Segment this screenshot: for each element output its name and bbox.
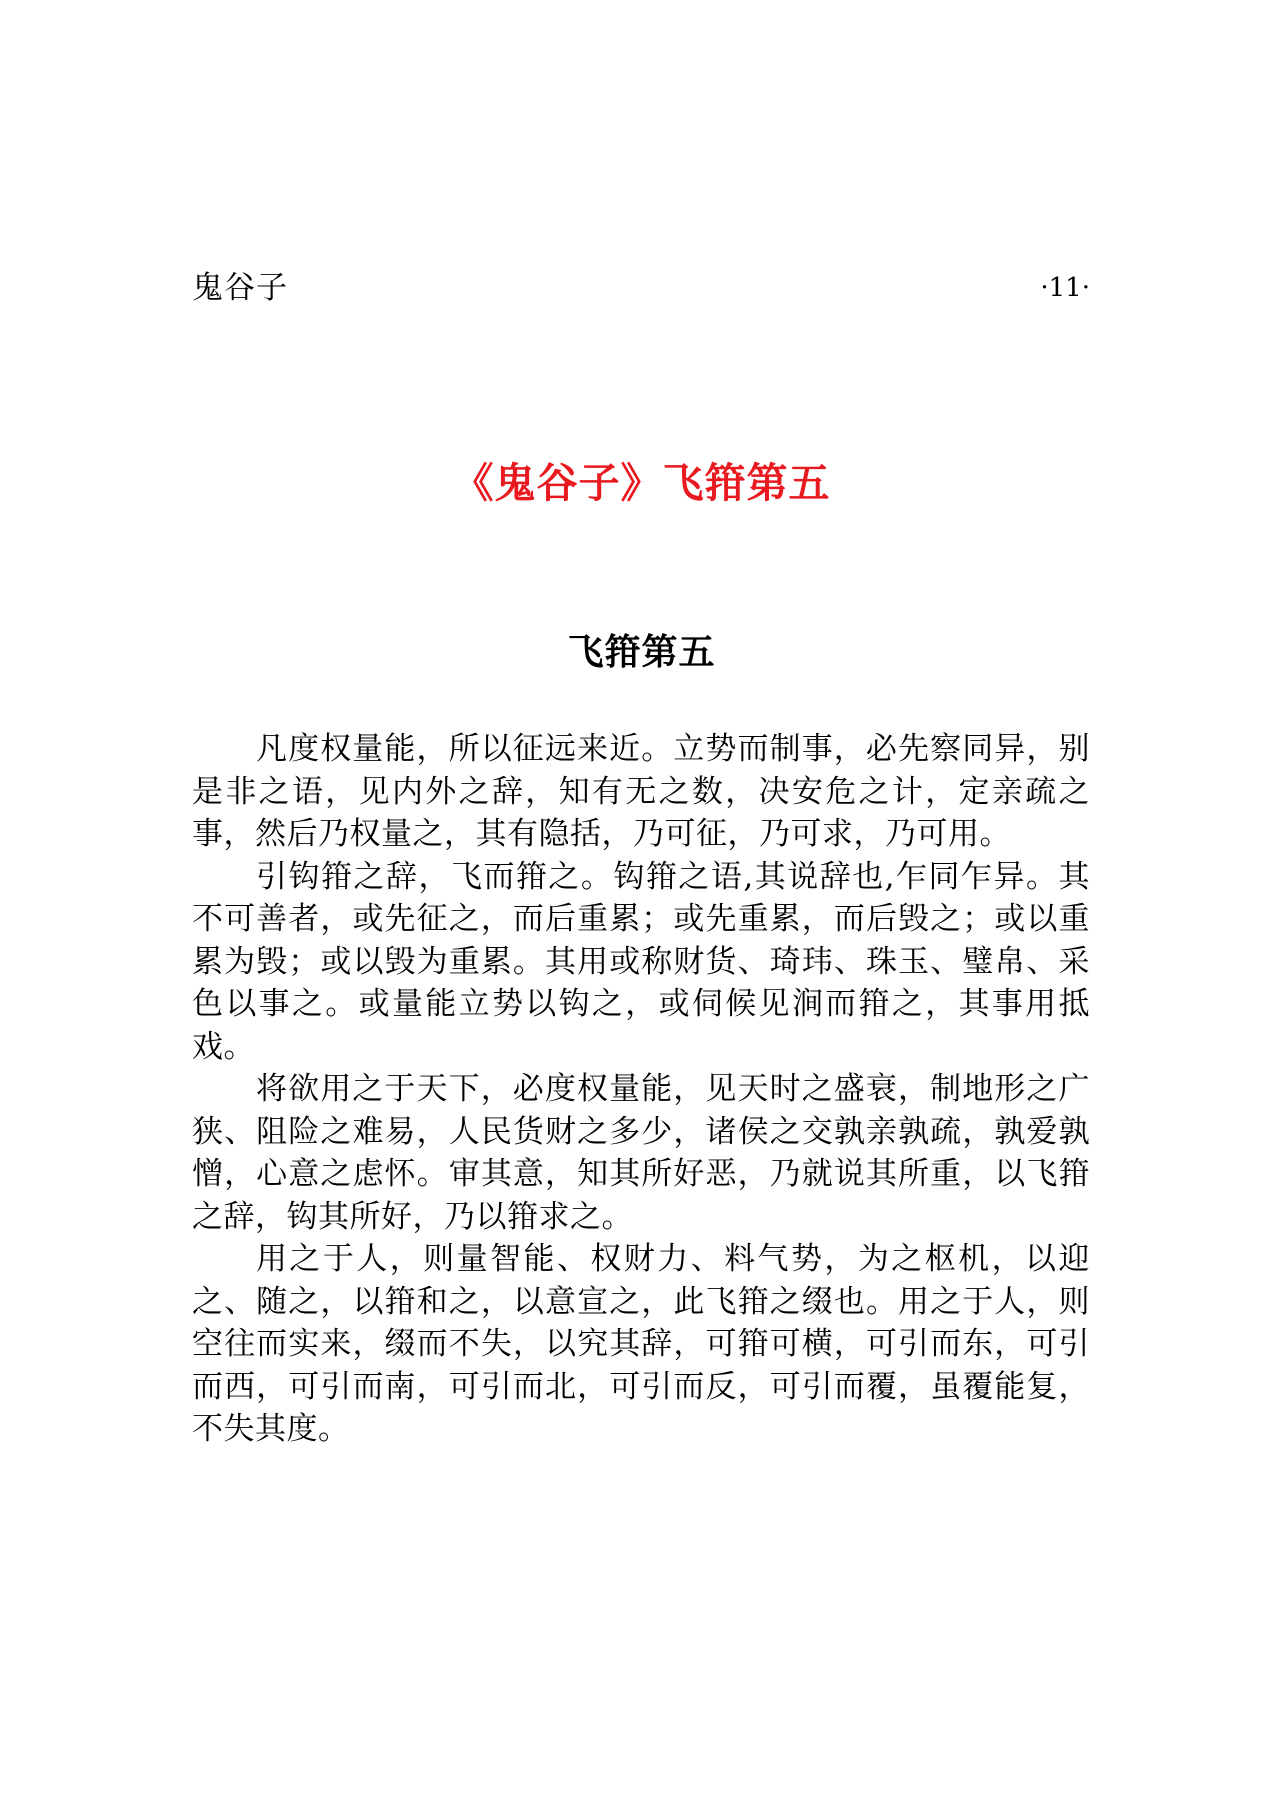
section-title: 飞箝第五 xyxy=(567,632,716,673)
page-number: ·11· xyxy=(1040,273,1090,303)
paragraph: 引钩箝之辞，飞而箝之。钩箝之语,其说辞也,乍同乍异。其不可善者，或先征之，而后重累；或先重累，而后毁之；或以重累为毁；或以毁为重累。其用或称财货、琦玮、珠玉、璧帛、采色以事之。或量能立势以钩之，或伺候见涧而箝之，其事用抵戏。 xyxy=(192,858,1090,1065)
paragraph: 用之于人，则量智能、权财力、料气势，为之枢机，以迎之、随之，以箝和之，以意宣之，此飞箝之缀也。用之于人，则空往而实来，缀而不失，以究其辞，可箝可横，可引而东，可引而西，可引而南，可引而北，可引而反，可引而覆，虽覆能复，不失其度。 xyxy=(192,1241,1090,1447)
header-book-title: 鬼谷子 xyxy=(192,270,288,306)
paragraph: 将欲用之于天下，必度权量能，见天时之盛衰，制地形之广狭、阻险之难易，人民货财之多少，诸侯之交孰亲孰疏，孰爱孰憎，心意之虑怀。审其意，知其所好恶，乃就说其所重，以飞箝之辞，钩其所好，乃以箝求之。 xyxy=(192,1071,1090,1235)
body-text xyxy=(192,728,1090,1451)
chapter-title: 《鬼谷子》飞箝第五 xyxy=(452,459,831,507)
running-header xyxy=(192,268,1090,308)
paragraph: 凡度权量能，所以征远来近。立势而制事，必先察同异，别是非之语，见内外之辞，知有无之数，决安危之计，定亲疏之事，然后乃权量之，其有隐括，乃可征，乃可求，乃可用。 xyxy=(192,731,1090,852)
